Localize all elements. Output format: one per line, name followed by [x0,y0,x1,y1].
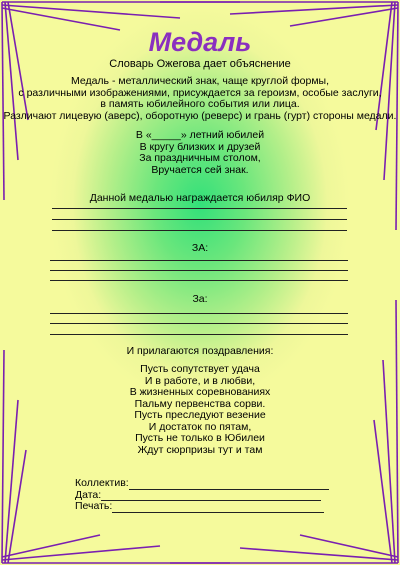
definition-line: в память юбилейного события или лица. [100,98,300,110]
verse-line: И в работе, и в любви, [144,374,256,387]
signature-block [75,478,329,513]
date-line [101,490,321,501]
award-label: Данной медалью награждается юбиляр ФИО [89,192,311,204]
verse-line: В «_____» летний юбилей [135,129,265,141]
fill-line [50,313,348,314]
fill-line [50,270,348,271]
congrats-verse [0,364,400,456]
verse-line: Пусть не только в Юбилеи [135,432,265,444]
verse-line: И достаток по пятам, [148,420,252,433]
date-label: Дата: [75,488,102,501]
stamp-line [112,502,324,513]
fill-line [52,208,347,209]
verse-line: Ждут сюрпризы тут и там [137,443,263,456]
subtitle: Словарь Ожегова дает объяснение [109,58,291,70]
for-label: ЗА: [191,242,209,254]
verse-line: За праздничным столом, [139,152,261,164]
definition-text [0,76,400,122]
verse-line: Пусть сопутствует удача [140,363,260,375]
fill-line [50,280,348,281]
stamp-label: Печать: [75,500,113,513]
verse-line: Пальму первенства сорви. [134,397,266,410]
fill-line [50,260,348,261]
fill-line [50,323,348,324]
congrats-label: И прилагаются поздравления: [126,345,274,357]
collective-label: Коллектив: [75,477,129,489]
fill-line [50,334,348,335]
for-label: За: [192,293,208,305]
definition-line: Различают лицевую (аверс), оборотную (реверс) и грань (гурт) стороны медали. [3,109,397,122]
verse-line: Пусть преследуют везение [134,409,266,421]
page-title: Медаль [148,27,252,57]
fill-line [52,230,347,231]
verse-line: В жизненных соревнованиях [129,386,271,398]
fill-line [52,219,347,220]
collective-line [129,479,329,490]
definition-line: Медаль - металлический знак, чаще круглой формы, [70,75,330,87]
definition-line: с различными изображениями, присуждается за героизм, особые заслуги, [18,86,382,99]
verse-line: В кругу близких и друзей [139,140,261,153]
intro-verse [0,130,400,176]
verse-line: Вручается сей знак. [151,163,249,176]
